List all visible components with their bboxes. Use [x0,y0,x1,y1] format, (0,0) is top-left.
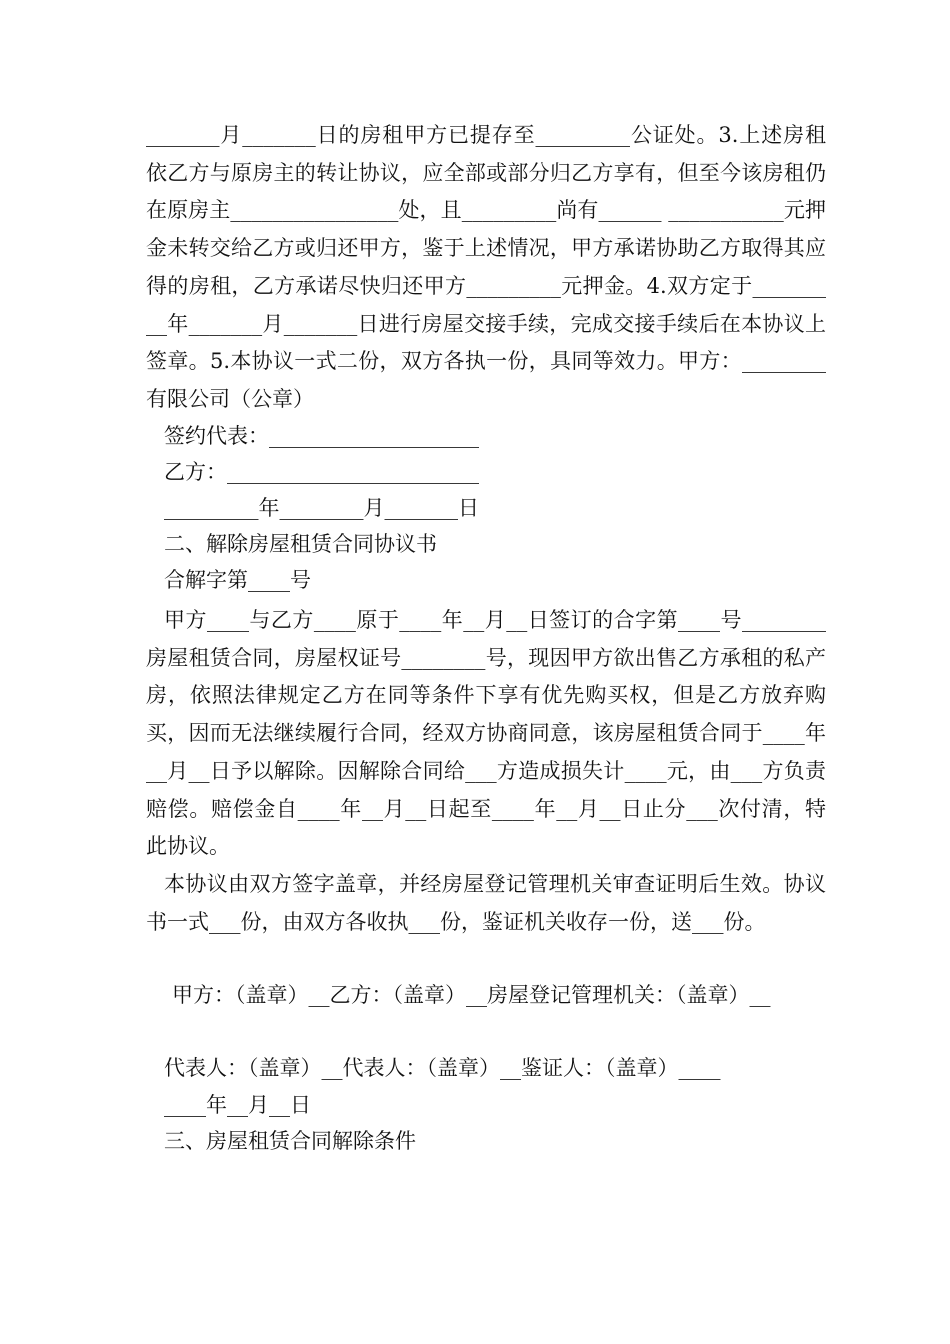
date-line-2: ____年__月__日 [164,1093,311,1117]
seal-signature-paragraph: 甲方：（盖章）__乙方：（盖章）__房屋登记管理机关：（盖章）__ [172,983,771,1007]
signatory-representative-line: 签约代表：____________________ [164,424,479,448]
representatives-line: 代表人：（盖章）__代表人：（盖章）__鉴证人：（盖章）____ [164,1056,721,1080]
document-number: 合解字第____号 [164,568,311,592]
section-2-title: 二、解除房屋租赁合同协议书 [164,532,437,556]
paragraph-termination-agreement: 甲方____与乙方____原于____年__月__日签订的合字第____号________房屋租赁合同，房屋权证号________号，现因甲方欲出售乙方承租的私产房，依照法律规定乙方在同等条件下享有优先购买权，但是乙方放弃购买，因而无法继续履行合同，经双方协商同意，该房屋租赁合同于____年__月__日予以解除。因解除合同给___方造成损失计____元，由___方负责赔偿。赔偿金自____年__月__日起至____年__月__日止分___次付清，特此协议。 [146,608,826,859]
section-3-title: 三、房屋租赁合同解除条件 [164,1129,416,1153]
party-b-line: 乙方：________________________ [164,460,479,484]
paragraph-rent-transfer-clauses: _______月_______日的房租甲方已提存至_________公证处。3.上述房租依乙方与原房主的转让协议，应全部或部分归乙方享有，但至今该房租仍在原房主________________处，且_________尚有______ ___________元押金未转交给乙方或归还甲方，鉴于上述情况，甲方承诺协助乙方取得其应得的房租，乙方承诺尽快归还甲方_________元押金。4.双方定于_________年_______月_______日进行房屋交接手续，完成交接手续后在本协议上签章。5.本协议一式二份，双方各执一份，具同等效力。甲方：________有限公司（公章） [146,123,826,411]
date-line: _________年________月_______日 [164,496,479,520]
paragraph-effectiveness: 本协议由双方签字盖章，并经房屋登记管理机关审查证明后生效。协议书一式___份，由双方各收执___份，鉴证机关收存一份，送___份。 [146,872,826,934]
